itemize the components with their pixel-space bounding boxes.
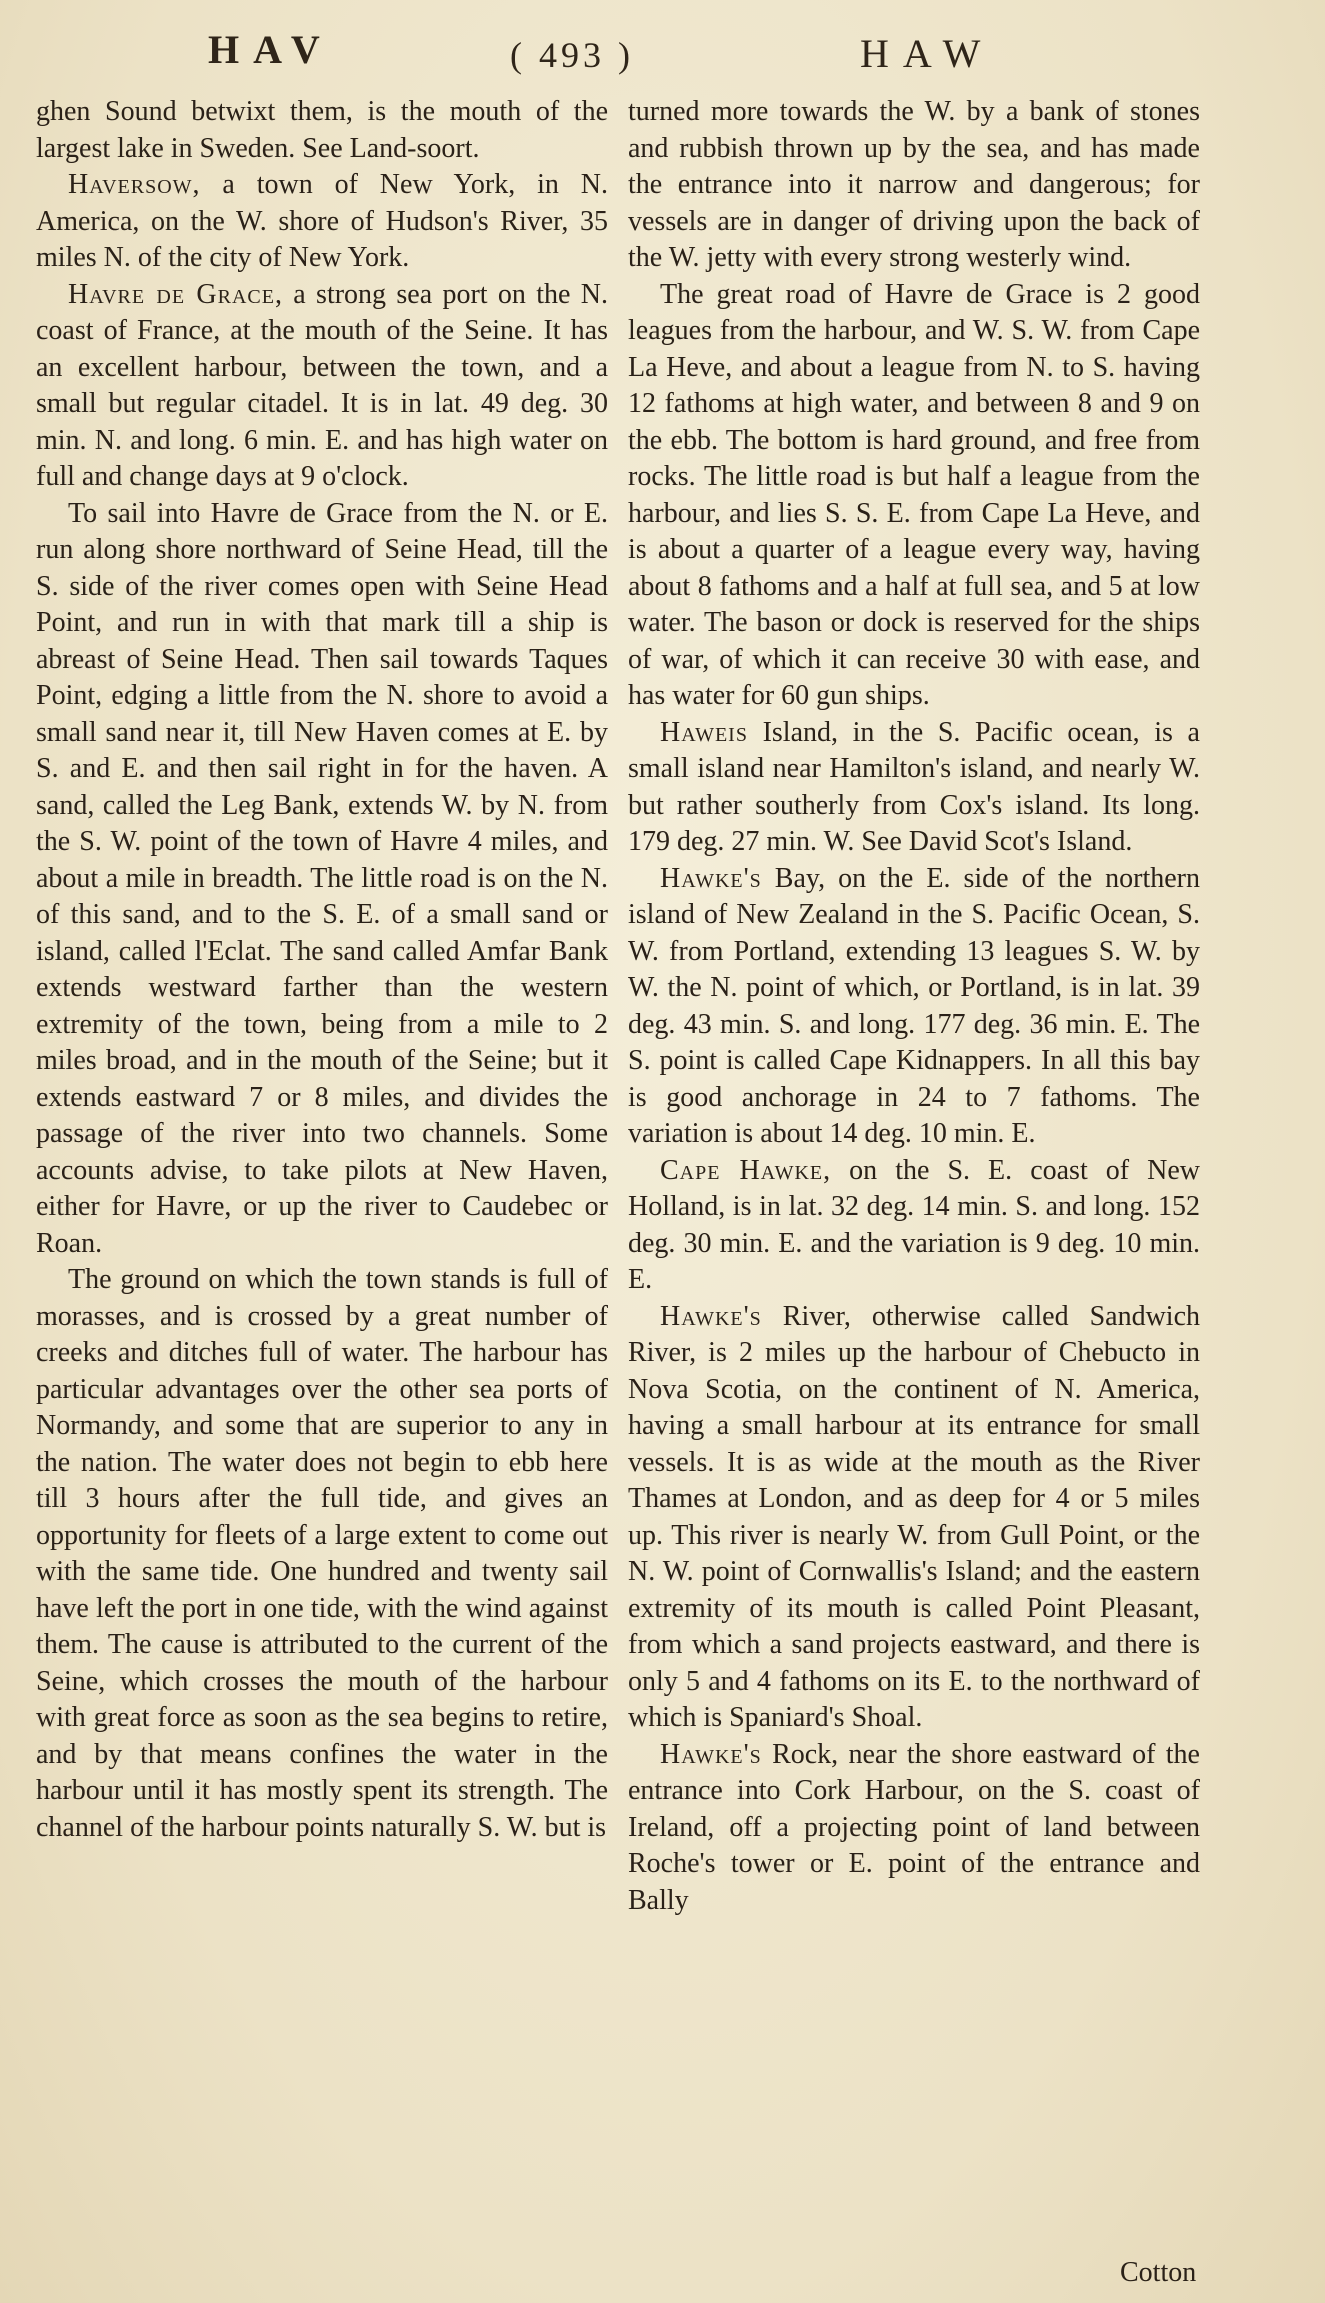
entry-paragraph bbox=[628, 1153, 1200, 1299]
entry-headword: Hawke's bbox=[660, 862, 762, 894]
running-head bbox=[0, 22, 1325, 82]
entry-paragraph bbox=[36, 167, 608, 277]
entry-headword: Haversow, bbox=[68, 169, 201, 200]
left-column bbox=[36, 94, 608, 1846]
paragraph bbox=[36, 496, 608, 1263]
entry-text: River, otherwise called Sandwich River, is 2 miles up the harbour of Chebucto in Nova Scotia, on the continent of N. America, having a small harbour at its entrance for small vessels. It is as wide at the mouth as the River Thames at London, and as deep for 4 or 5 miles up. This river is nearly W. from Gull Point, or the N. W. point of Cornwallis's Island; and the eastern extremity of its mouth is called Point Pleasant, from which a sand projects eastward, and there is only 5 and 4 fathoms on its E. to the northward of which is Spaniard's Shoal. bbox=[628, 1300, 1200, 1733]
catchword: Cotton bbox=[1120, 2257, 1197, 2288]
entry-headword: Havre de Grace, bbox=[68, 278, 283, 310]
paragraph bbox=[36, 1262, 608, 1846]
entry-text: on the S. E. coast of New Holland, is in lat. 32 deg. 14 min. S. and long. 152 deg. 30 min. E. and the variation is 9 deg. 10 min. E. bbox=[628, 1154, 1201, 1295]
paragraph bbox=[628, 277, 1200, 715]
entry-text: a town of New York, in N. America, on the W. shore of Hudson's River, 35 miles N. of the city of New York. bbox=[36, 169, 608, 273]
entry-paragraph bbox=[628, 1299, 1200, 1737]
running-head-left: HAV bbox=[208, 27, 334, 72]
entry-text: The ground on which the town stands is full of morasses, and is crossed by a great number of creeks and ditches full of water. The harbour has particular advantages over the other sea ports of Normandy, and some that are superior to any in the nation. The water does not begin to ebb here till 3 hours after the full tide, and gives an opportunity for fleets of a large extent to come out with the same tide. One hundred and twenty sail have left the port in one tide, with the wind against them. The cause is attributed to the current of the Seine, which crosses the mouth of the harbour with great force as soon as the sea begins to retire, and by that means confines the water in the harbour until it has mostly spent its strength. The channel of the harbour points naturally S. W. but is bbox=[36, 1264, 608, 1843]
right-column bbox=[628, 94, 1200, 1919]
page-number: ( 493 ) bbox=[510, 35, 634, 75]
entry-text: Rock, near the shore eastward of the entrance into Cork Harbour, on the S. coast of Ireland, off a projecting point of land between Roche's tower or E. point of the entrance and Bally bbox=[628, 1738, 1200, 1916]
entry-headword: Haweis bbox=[660, 716, 748, 748]
entry-text: a strong sea port on the N. coast of France, at the mouth of the Seine. It has an excellent harbour, between the town, and a small but regular citadel. It is in lat. 49 deg. 30 min. N. and long. 6 min. E. and has high water on full and change days at 9 o'clock. bbox=[36, 278, 608, 492]
entry-paragraph bbox=[628, 1737, 1200, 1920]
entry-paragraph bbox=[628, 861, 1200, 1153]
entry-headword: Cape Hawke, bbox=[660, 1154, 832, 1186]
paragraph bbox=[36, 94, 608, 167]
entry-text: Bay, on the E. side of the northern island of New Zealand in the S. Pacific Ocean, S. W. from Portland, extending 13 leagues S. W. by W. the N. point of which, or Portland, is in lat. 39 deg. 43 min. S. and long. 177 deg. 36 min. E. The S. point is called Cape Kidnappers. In all this bay is good anchorage in 24 to 7 fathoms. The variation is about 14 deg. 10 min. E. bbox=[628, 862, 1200, 1149]
entry-text: The great road of Havre de Grace is 2 good leagues from the harbour, and W. S. W. from Cape La Heve, and about a league from N. to S. having 12 fathoms at high water, and between 8 and 9 on the ebb. The bottom is hard ground, and free from rocks. The little road is but half a league from the harbour, and lies S. S. E. from Cape La Heve, and is about a quarter of a league every way, having about 8 fathoms and a half at full sea, and 5 at low water. The bason or dock is reserved for the ships of war, of which it can receive 30 with ease, and has water for 60 gun ships. bbox=[628, 278, 1200, 711]
paragraph bbox=[628, 94, 1200, 277]
entry-text: turned more towards the W. by a bank of stones and rubbish thrown up by the sea, and has made the entrance into it narrow and dangerous; for vessels are in danger of driving upon the back of the W. jetty with every strong westerly wind. bbox=[628, 96, 1200, 273]
entry-text: To sail into Havre de Grace from the N. or E. run along shore northward of Seine Head, till the S. side of the river comes open with Seine Head Point, and run in with that mark till a ship is abreast of Seine Head. Then sail towards Taques Point, edging a little from the N. shore to avoid a small sand near it, till New Haven comes at E. by S. and E. and then sail right in for the haven. A sand, called the Leg Bank, extends W. by N. from the S. W. point of the town of Havre 4 miles, and about a mile in breadth. The little road is on the N. of this sand, and to the S. E. of a small sand or island, called l'Eclat. The sand called Amfar Bank extends westward farther than the western extremity of the town, being from a mile to 2 miles broad, and in the mouth of the Seine; but it extends eastward 7 or 8 miles, and divides the passage of the river into two channels. Some accounts advise, to take pilots at New Haven, either for Havre, or up the river to Caudebec or Roan. bbox=[36, 497, 608, 1259]
entry-headword: Hawke's bbox=[660, 1300, 762, 1332]
entry-headword: Hawke's bbox=[660, 1738, 762, 1770]
entry-paragraph bbox=[36, 277, 608, 496]
entry-text: ghen Sound betwixt them, is the mouth of the largest lake in Sweden. See Land-soort. bbox=[36, 96, 608, 164]
entry-text: Island, in the S. Pacific ocean, is a small island near Hamilton's island, and nearly W. but rather southerly from Cox's island. Its long. 179 deg. 27 min. W. See David Scot's Island. bbox=[628, 716, 1200, 857]
entry-paragraph bbox=[628, 715, 1200, 861]
running-head-right: HAW bbox=[860, 31, 995, 76]
